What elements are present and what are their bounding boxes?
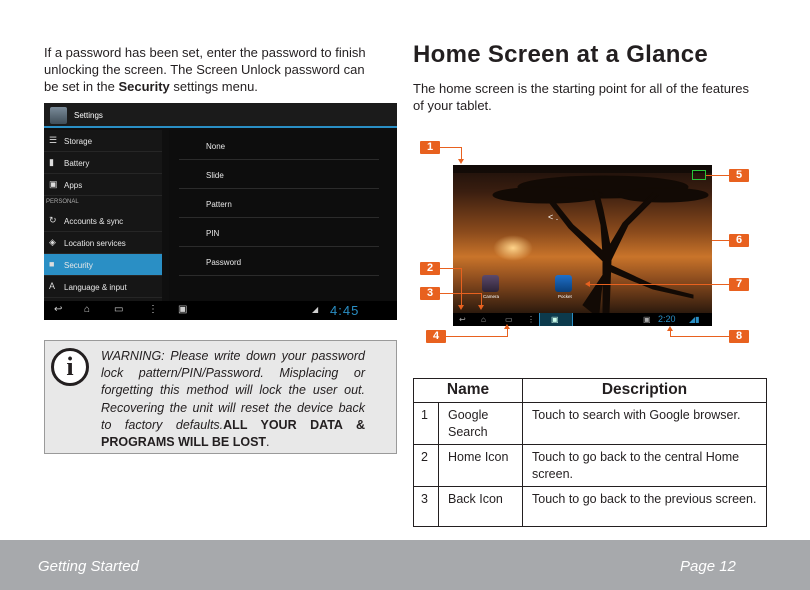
settings-item-label: Apps bbox=[64, 181, 83, 190]
settings-item-apps[interactable] bbox=[44, 174, 162, 196]
callout-leader bbox=[440, 147, 462, 148]
option-pattern[interactable] bbox=[179, 189, 379, 218]
gallery-icon: ▣ bbox=[551, 315, 559, 324]
settings-clock: 4:45 bbox=[330, 303, 360, 318]
menu-icon[interactable]: ⋮ bbox=[527, 315, 535, 324]
option-slide[interactable] bbox=[179, 160, 379, 189]
wifi-icon: ◢ bbox=[312, 305, 319, 314]
home-icon[interactable]: ⌂ bbox=[84, 304, 91, 315]
settings-item-storage[interactable] bbox=[44, 130, 162, 152]
back-icon[interactable]: ↩ bbox=[54, 304, 63, 315]
settings-navbar bbox=[44, 301, 397, 320]
notification-icon: ▣ bbox=[643, 315, 651, 324]
home-clock: 2:20 bbox=[658, 314, 676, 324]
section-title: Home Screen at a Glance bbox=[413, 41, 709, 68]
callout-6: 6 bbox=[729, 234, 749, 247]
menu-icon[interactable]: ⋮ bbox=[148, 304, 158, 315]
callout-leader bbox=[461, 268, 462, 305]
callout-leader bbox=[507, 328, 508, 337]
option-pin[interactable] bbox=[179, 218, 379, 247]
row-description: Touch to go back to the central Home screen. bbox=[523, 445, 767, 487]
settings-titlebar bbox=[44, 103, 397, 128]
callout-leader bbox=[590, 284, 729, 285]
lock-icon: ■ bbox=[49, 259, 55, 269]
callout-leader bbox=[670, 336, 729, 337]
app-label-camera: Camera bbox=[483, 294, 500, 299]
row-name: Home Icon bbox=[439, 445, 523, 487]
callout-arrow bbox=[458, 159, 464, 164]
table-header-row bbox=[414, 379, 767, 403]
callout-leader bbox=[446, 336, 507, 337]
callout-8: 8 bbox=[729, 330, 749, 343]
battery-icon: ▮ bbox=[49, 157, 54, 167]
table-row bbox=[414, 403, 767, 445]
row-description: Touch to go back to the previous screen. bbox=[523, 487, 767, 527]
table-row bbox=[414, 487, 767, 527]
column-header-description: Description bbox=[523, 379, 767, 403]
callout-leader bbox=[440, 268, 462, 269]
callout-2: 2 bbox=[420, 262, 440, 275]
column-header-name: Name bbox=[414, 379, 523, 403]
settings-item-label: Battery bbox=[64, 159, 90, 168]
gallery-icon[interactable]: ▣ bbox=[178, 304, 188, 315]
sync-icon: ↻ bbox=[49, 215, 57, 225]
section-description: The home screen is the starting point for all of the features of your tablet. bbox=[413, 81, 750, 113]
settings-item-label: Location services bbox=[64, 239, 126, 248]
row-name: Google Search bbox=[439, 403, 523, 445]
table-row bbox=[414, 445, 767, 487]
widget-hint: < . bbox=[548, 212, 559, 222]
option-label: Pattern bbox=[206, 200, 232, 209]
back-icon[interactable]: ↩ bbox=[459, 315, 466, 324]
callout-leader bbox=[461, 147, 462, 159]
option-label: Slide bbox=[206, 171, 224, 180]
recent-apps-icon[interactable]: ▭ bbox=[505, 315, 513, 324]
option-none[interactable] bbox=[179, 131, 379, 160]
language-icon: A bbox=[49, 281, 56, 291]
settings-app-icon bbox=[50, 107, 67, 124]
callout-leader bbox=[670, 330, 671, 337]
callout-leader bbox=[481, 293, 482, 305]
callout-3: 3 bbox=[420, 287, 440, 300]
warning-bold-text: ALL YOUR DATA & PROGRAMS WILL BE LOST bbox=[101, 417, 365, 450]
settings-item-accounts[interactable] bbox=[44, 210, 162, 232]
callout-target-box bbox=[692, 170, 706, 180]
location-icon: ◈ bbox=[49, 237, 56, 247]
option-password[interactable] bbox=[179, 247, 379, 276]
footer-section-name: Getting Started bbox=[38, 558, 139, 575]
settings-item-security[interactable] bbox=[44, 254, 162, 276]
intro-text: If a password has been set, enter the password to finish unlocking the screen. The Screen Unlock password can be set in the bbox=[44, 45, 366, 94]
home-navbar bbox=[453, 313, 712, 326]
row-name: Back Icon bbox=[439, 487, 523, 527]
security-keyword: Security bbox=[118, 79, 170, 94]
icon-table bbox=[413, 378, 767, 527]
callout-arrow bbox=[585, 281, 590, 287]
camera-icon[interactable] bbox=[482, 275, 499, 292]
callout-leader bbox=[440, 293, 482, 294]
app-label-pocket: Pocket bbox=[558, 294, 572, 299]
settings-item-label: Security bbox=[64, 261, 93, 270]
wifi-battery-icon: ◢▮ bbox=[689, 315, 700, 324]
intro-paragraph bbox=[44, 44, 374, 95]
callout-4: 4 bbox=[426, 330, 446, 343]
option-label: None bbox=[206, 142, 226, 151]
row-number: 1 bbox=[414, 403, 439, 445]
callout-leader bbox=[712, 240, 729, 241]
settings-item-label: Language & input bbox=[64, 283, 127, 292]
callout-leader bbox=[706, 175, 729, 176]
settings-sidebar bbox=[44, 130, 162, 301]
settings-item-label: Accounts & sync bbox=[64, 217, 124, 226]
warning-end: . bbox=[266, 435, 270, 450]
settings-item-location[interactable] bbox=[44, 232, 162, 254]
info-icon: i bbox=[51, 348, 89, 386]
option-label: PIN bbox=[206, 229, 220, 238]
row-description: Touch to search with Google browser. bbox=[523, 403, 767, 445]
footer-page-number: Page 12 bbox=[680, 558, 736, 575]
callout-7: 7 bbox=[729, 278, 749, 291]
settings-section-header: PERSONAL bbox=[46, 199, 79, 205]
callout-arrow bbox=[504, 324, 510, 329]
row-number: 2 bbox=[414, 445, 439, 487]
storage-icon: ☰ bbox=[49, 135, 58, 145]
screen-lock-options bbox=[169, 130, 397, 301]
settings-title: Settings bbox=[74, 111, 103, 120]
callout-1: 1 bbox=[420, 141, 440, 154]
settings-item-label: Storage bbox=[64, 137, 93, 146]
warning-text bbox=[101, 348, 365, 451]
settings-item-battery[interactable] bbox=[44, 152, 162, 174]
apps-icon: ▣ bbox=[49, 179, 58, 189]
home-screenshot bbox=[453, 165, 712, 313]
recent-apps-icon[interactable]: ▭ bbox=[114, 304, 124, 315]
option-label: Password bbox=[206, 258, 242, 267]
row-number: 3 bbox=[414, 487, 439, 527]
callout-arrow bbox=[478, 305, 484, 310]
warning-italic-text: WARNING: Please write down your password lock pattern/PIN/Password. Misplacing or forgetting this method will lock the user out. Recovering the unit will reset the device back to factory defaults. bbox=[101, 349, 365, 432]
callout-arrow bbox=[667, 326, 673, 331]
callout-5: 5 bbox=[729, 169, 749, 182]
settings-screenshot bbox=[44, 103, 397, 320]
callout-arrow bbox=[458, 305, 464, 310]
pocket-app-icon[interactable] bbox=[555, 275, 572, 292]
settings-item-language[interactable] bbox=[44, 276, 162, 298]
intro-text-end: settings menu. bbox=[169, 79, 258, 94]
home-icon[interactable]: ⌂ bbox=[481, 315, 486, 324]
